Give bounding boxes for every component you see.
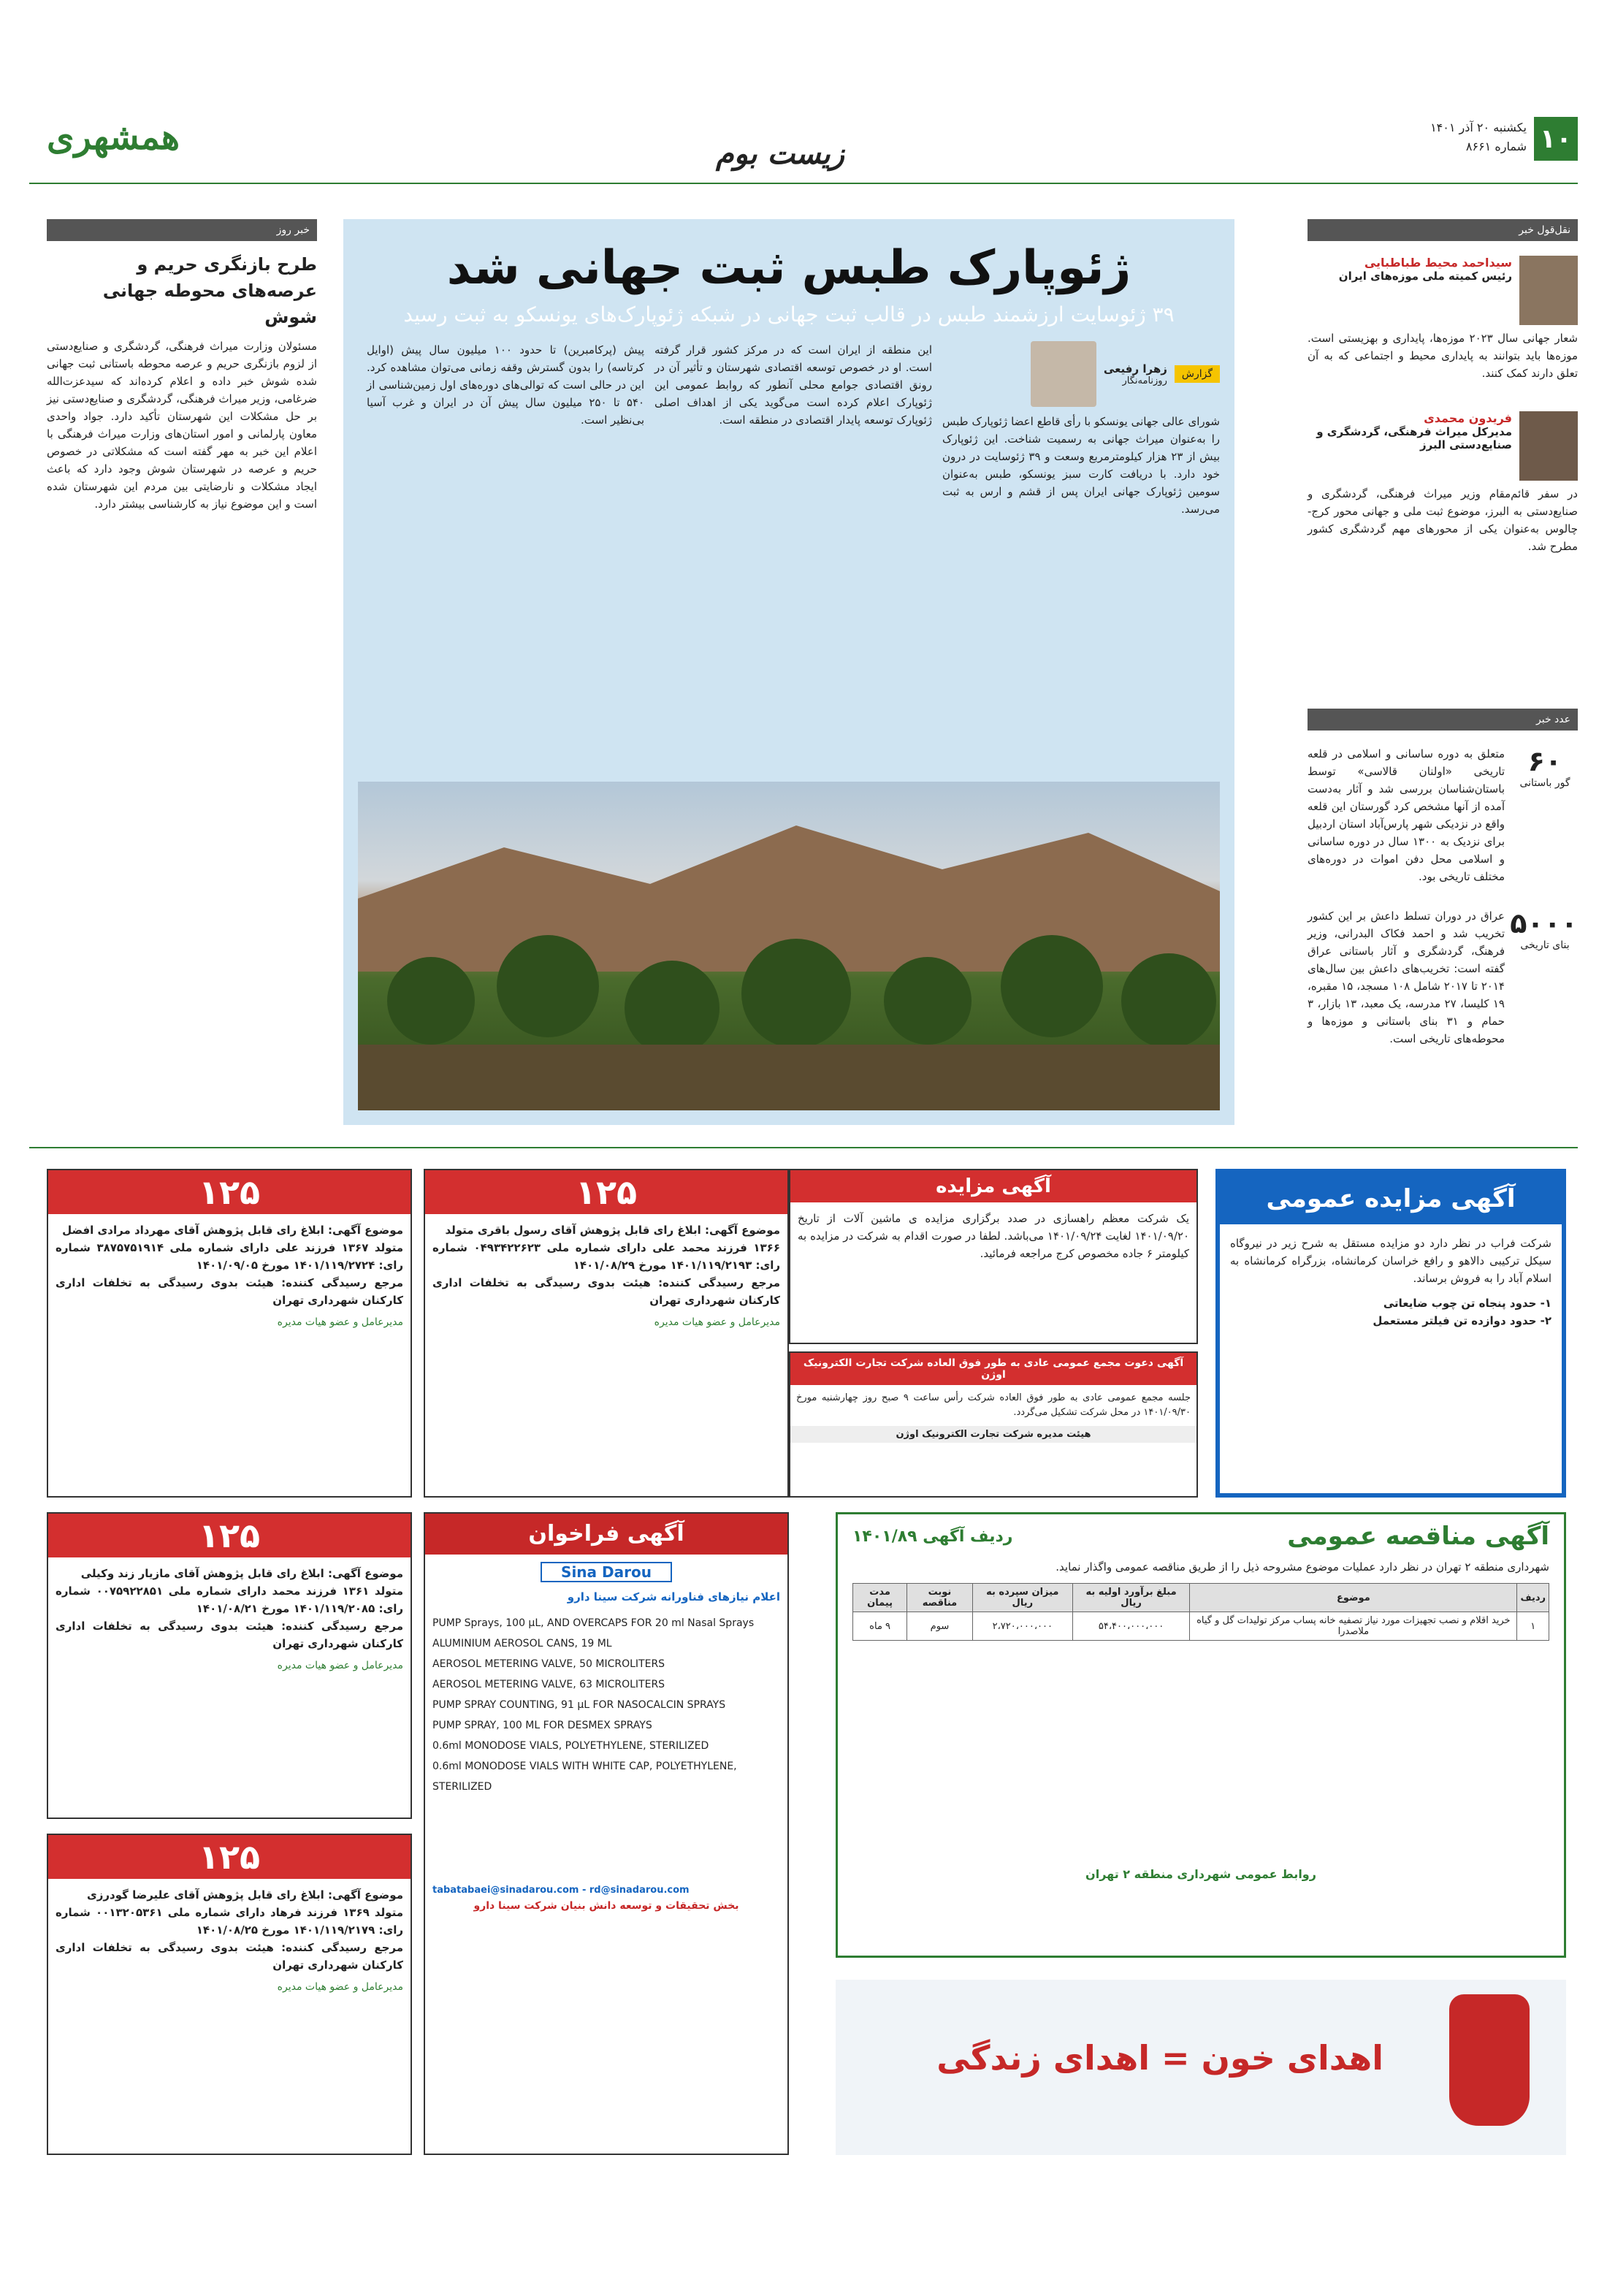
- call-footer: بخش تحقیقات و توسعه دانش بنیان شرکت سینا دارو: [473, 1900, 739, 1912]
- notice-1-ref: مرجع رسیدگی کننده: هیئت بدوی رسیدگی به تخلفات اداری کارکنان شهرداری تهران: [56, 1276, 403, 1307]
- number-1-label: گور باستانی: [1519, 777, 1570, 789]
- number-1: ۶۰: [1527, 745, 1562, 777]
- notice-3-detail: متولد ۱۳۶۱ فرزند محمد دارای شماره ملی ۰۰۷۵۹۲۲۸۵۱ شماره رای: ۱۴۰۱/۱۱۹/۲۰۸۵ مورخ ۱۴۰۱/۰۸/۲۱: [56, 1584, 403, 1615]
- news-title: طرح بازنگری حریم و عرصه‌های محوطه جهانی شوش: [102, 254, 317, 327]
- call-item: 0.6ml MONODOSE VIALS, POLYETHYLENE, STERILIZED: [432, 1740, 709, 1752]
- blood-bag-icon: [1449, 1994, 1530, 2126]
- tender-header-row: [853, 1584, 1549, 1612]
- newspaper-logo: همشهری: [47, 117, 180, 158]
- headline-body-3: پیش (پرکامبرین) تا حدود ۱۰۰ میلیون سال پیش (اوایل کرتاسه) را بدون گسترش وقفه زمانی می‌توان مشاهده کرد. این در حالی است که توالی‌های دوره‌های اول زمین‌شناسی از ۵۴۰ تا ۲۵۰ میلیون سال پیش آن در ایران و غرب آسیا بی‌نظیر است.: [367, 343, 644, 427]
- call-item: ALUMINIUM AEROSOL CANS, 19 ML: [432, 1638, 612, 1649]
- notice-2-detail: ۱۳۶۶ فرزند محمد علی دارای شماره ملی ۰۴۹۳۴۲۲۶۲۳ شماره رای: ۱۴۰۱/۱۱۹/۲۱۹۳ مورخ ۱۴۰۱/۰۸/۲۹: [432, 1241, 780, 1272]
- tender-col: ردیف: [1517, 1584, 1549, 1612]
- notice-1-number: ۱۲۵: [48, 1170, 411, 1214]
- section-title: زیست بوم: [716, 137, 844, 171]
- issue-date: [1430, 118, 1527, 156]
- person-photo-1: [1519, 256, 1578, 325]
- call-item: PUMP Sprays, 100 µL, AND OVERCAPS FOR 20 ml Nasal Sprays: [432, 1617, 755, 1629]
- notice-3-subject: موضوع آگهی: ابلاغ رای قابل پژوهش آقای مازیار زند وکیلی: [80, 1567, 403, 1580]
- notice-4-ref: مرجع رسیدگی کننده: هیئت بدوی رسیدگی به تخلفات اداری کارکنان شهرداری تهران: [56, 1941, 403, 1972]
- numbers-tag: عدد خبر: [1308, 709, 1578, 731]
- notice-ad-4: [47, 1834, 412, 2155]
- assembly-ad: [789, 1351, 1198, 1498]
- tender-ref: ردیف آگهی ۱۴۰۱/۸۹: [852, 1527, 1013, 1546]
- assembly-title: آگهی دعوت مجمع عمومی عادی به طور فوق العاده شرکت تجارت الکترونیک اوژن: [790, 1353, 1196, 1385]
- tender-ad: [836, 1512, 1566, 1958]
- tender-table: [852, 1583, 1549, 1641]
- public-auction-item-1: ۱- حدود پنجاه تن چوب ضایعاتی: [1383, 1297, 1551, 1310]
- numbers-column: [1308, 709, 1578, 1048]
- notice-2-ref: مرجع رسیدگی کننده: هیئت بدوی رسیدگی به تخلفات اداری کارکنان شهرداری تهران: [432, 1276, 780, 1307]
- person-role-1: رئیس کمیته ملی موزه‌های ایران: [1338, 270, 1512, 283]
- person-role-2: مدیرکل میراث فرهنگی، گردشگری و صنایع‌دستی البرز: [1316, 425, 1512, 451]
- news-column: [47, 219, 317, 513]
- tender-row: [853, 1612, 1549, 1641]
- reporter-label: گزارش: [1175, 365, 1220, 383]
- number-2-text: عراق در دوران تسلط داعش بر این کشور تخریب شد و احمد فکاک البدرانی، وزیر فرهنگ، گردشگری و آثار باستانی عراق گفته است: تخریب‌های داعش بین سال‌های ۲۰۱۴ تا ۲۰۱۷ شامل ۱۰۸ مسجد، ۱۵ مقبره، ۱۹ کلیسا، ۲۷ مدرسه، یک معبد، ۱۳ بازار، ۳ حمام و ۳۱ بنای باستانی و موزه‌ها و محوطه‌های تاریخی است.: [1308, 909, 1505, 1045]
- quotes-column: [1308, 219, 1578, 555]
- person-name-2: فریدون محمدی: [1424, 411, 1512, 425]
- tender-cell: خرید اقلام و نصب تجهیزات مورد نیاز تصفیه خانه پساب مرکز تولیدات گل و گیاه ملاصدرا: [1190, 1612, 1517, 1641]
- tender-cell: ۱: [1517, 1612, 1549, 1641]
- notice-3-ref: مرجع رسیدگی کننده: هیئت بدوی رسیدگی به تخلفات اداری کارکنان شهرداری تهران: [56, 1620, 403, 1650]
- auction-text: یک شرکت معظم راهسازی در صدد برگزاری مزایده ی ماشین آلات از تاریخ ۱۴۰۱/۰۹/۲۰ لغایت ۱۴۰۱/۰۹/۲۴ می‌باشد. لطفا در صورت اقدام به شرکت در مزایده به کیلومتر ۶ جاده مخصوص کرج مراجعه فرمائید.: [798, 1212, 1189, 1260]
- call-title: آگهی فراخوان: [425, 1514, 787, 1555]
- quote-text-1: شعار جهانی سال ۲۰۲۳ موزه‌ها، پایداری و بهزیستی است. موزه‌ها باید بتوانند به پایداری محیط و اجتماعی که به آن تعلق دارند کمک کنند.: [1308, 332, 1578, 380]
- notice-4-number: ۱۲۵: [48, 1835, 411, 1879]
- ads-rule: [29, 1147, 1578, 1148]
- tender-col: میزان سپرده به ریال: [972, 1584, 1072, 1612]
- public-auction-text: شرکت فراب در نظر دارد دو مزایده مستقل به شرح زیر در نیروگاه سیکل ترکیبی دالاهو و رافع خراسان کرمانشاه، بزرگراه کرمانشاه به اسلام آباد را به فروش برساند.: [1230, 1237, 1551, 1285]
- notice-ad-2: [424, 1169, 789, 1498]
- tender-col: موضوع: [1190, 1584, 1517, 1612]
- tender-text: شهرداری منطقه ۲ تهران در نظر دارد عملیات موضوع مشروحه ذیل را از طریق مناقصه عمومی واگذار نماید.: [1056, 1560, 1549, 1574]
- tender-col: مبلغ برآورد اولیه به ریال: [1072, 1584, 1189, 1612]
- notice-3-number: ۱۲۵: [48, 1514, 411, 1557]
- call-item: AEROSOL METERING VALVE, 50 MICROLITERS: [432, 1658, 665, 1670]
- news-body: مسئولان وزارت میراث فرهنگی، گردشگری و صنایع‌دستی از لزوم بازنگری حریم و عرصه محوطه باستانی ثبت جهانی شده شوش خبر داده و اعلام کرده‌اند که سیدعزت‌الله ضرغامی، وزیر میراث فرهنگی، گردشگری و صنایع‌دستی نیز بر حل مشکلات این شهرستان تأکید دارد. جواد واحدی معاون پارلمانی و امور استان‌های وزارت میراث فرهنگی با اعلام این خبر به مهر گفته است که مشکلاتی در خصوص حریم و عرصه در شهرستان شوش وجود دارد که باعث ایجاد مشکلات و نارضایتی بین مردم این شهرستان شده است و این موضوع نیاز به کارشناسی بیشتر دارد.: [47, 340, 317, 511]
- header-rule: [29, 183, 1578, 184]
- notice-2-subject: موضوع آگهی: ابلاغ رای قابل پژوهش آقای رسول باقری متولد: [445, 1224, 780, 1237]
- reporter-name: زهرا رفیعی: [1103, 362, 1167, 375]
- news-tag: خبر روز: [47, 219, 317, 241]
- call-item: AEROSOL METERING VALVE, 63 MICROLITERS: [432, 1679, 665, 1690]
- blood-donation-ad: [836, 1980, 1566, 2155]
- issue-number: شماره ۸۶۶۱: [1465, 140, 1527, 153]
- assembly-sign: هیئت مدیره شرکت تجارت الکترونیک اوژن: [790, 1426, 1196, 1443]
- number-2: ۵۰۰۰: [1510, 907, 1578, 939]
- notice-2-sign: مدیرعامل و عضو هیات مدیره: [654, 1316, 780, 1328]
- notice-1-sign: مدیرعامل و عضو هیات مدیره: [277, 1316, 403, 1328]
- sina-darou-logo: Sina Darou: [541, 1562, 672, 1582]
- public-auction-ad: [1215, 1169, 1566, 1498]
- headline-subtitle: ۳۹ ژئوسایت ارزشمند طبس در قالب ثبت جهانی در شبکه ژئوپارک‌های یونسکو به ثبت رسید: [403, 302, 1175, 327]
- person-photo-2: [1519, 411, 1578, 481]
- tender-cell: سوم: [907, 1612, 973, 1641]
- headline-block: [343, 219, 1234, 1125]
- notice-4-subject: موضوع آگهی: ابلاغ رای قابل پژوهش آقای علیرضا گودرزی: [87, 1888, 403, 1902]
- quote-text-2: در سفر قائم‌مقام وزیر میراث فرهنگی، گردشگری و صنایع‌دستی به البرز، موضوع ثبت ملی و جهانی محور کرج-چالوس به‌عنوان یکی از محورهای مهم گردشگری کشور مطرح شد.: [1308, 487, 1578, 553]
- reporter-role: روزنامه‌نگار: [1122, 375, 1167, 386]
- tender-col: نوبت مناقصه: [907, 1584, 973, 1612]
- number-1-text: متعلق به دوره ساسانی و اسلامی در قلعه تاریخی «اولنان قالاسی» توسط باستان‌شناسان بررسی شد و آثار به‌دست آمده از آنها مشخص کرد گورستان این قلعه واقع در نزدیکی شهر پارس‌آباد استان اردبیل برای نزدیک به ۱۳۰۰ سال در دوره ساسانی و اسلامی محل دفن اموات در دوره‌های مختلف تاریخی بود.: [1308, 747, 1505, 883]
- public-auction-title: آگهی مزایده عمومی: [1220, 1173, 1562, 1224]
- tender-cell: ۹ ماه: [853, 1612, 907, 1641]
- date: یکشنبه ۲۰ آذر ۱۴۰۱: [1430, 121, 1527, 134]
- call-contact[interactable]: tabatabaei@sinadarou.com - rd@sinadarou.com: [432, 1885, 690, 1896]
- notice-1-detail: متولد ۱۳۶۷ فرزند علی دارای شماره ملی ۳۸۷۵۷۵۱۹۱۴ شماره رای: ۱۴۰۱/۱۱۹/۲۷۲۴ مورخ ۱۴۰۱/۰۹/۰۵: [56, 1241, 404, 1272]
- notice-1-subject: موضوع آگهی: ابلاغ رای قابل پژوهش آقای مهرداد مرادی افضل: [62, 1224, 403, 1237]
- tender-col: مدت پیمان: [853, 1584, 907, 1612]
- tender-title: آگهی مناقصه عمومی: [1287, 1522, 1549, 1551]
- palm-grove-photo: [358, 782, 1220, 1110]
- tender-cell: ۵۴،۴۰۰،۰۰۰،۰۰۰: [1072, 1612, 1189, 1641]
- call-item: 0.6ml MONODOSE VIALS WITH WHITE CAP, POLYETHYLENE, STERILIZED: [432, 1761, 737, 1793]
- notice-3-sign: مدیرعامل و عضو هیات مدیره: [277, 1660, 403, 1671]
- notice-4-detail: متولد ۱۳۶۹ فرزند فرهاد دارای شماره ملی ۰۰۱۳۲۰۵۳۶۱ شماره رای: ۱۴۰۱/۱۱۹/۲۱۷۹ مورخ ۱۴۰۱/۰۸/۲۵: [56, 1906, 403, 1937]
- auction-title: آگهی مزایده: [790, 1170, 1196, 1202]
- call-subtitle: اعلام نیازهای فناورانه شرکت سینا دارو: [567, 1590, 780, 1603]
- blood-donation-text: اهدای خون = اهدای زندگی: [936, 2038, 1383, 2078]
- page-number: ۱۰: [1534, 117, 1578, 161]
- call-item: PUMP SPRAY COUNTING, 91 µL FOR NASOCALCIN SPRAYS: [432, 1699, 726, 1711]
- assembly-text: جلسه مجمع عمومی عادی به طور فوق العاده شرکت رأس ساعت ۹ صبح روز چهارشنبه مورخ ۱۴۰۱/۰۹/۳۰ در محل شرکت تشکیل می‌گردد.: [796, 1392, 1191, 1418]
- headline-body-1: شورای عالی جهانی یونسکو با رأی قاطع اعضا ژئوپارک طبس را به‌عنوان میراث جهانی به رسمیت شناخت. این ژئوپارک بیش از ۲۳ هزار کیلومترمربع وسعت و ۳۹ ژئوسایت در درون خود دارد. با دریافت کارت سبز یونسکو، طبس به‌عنوان سومین ژئوپارک جهانی ایران پس از قشم و ارس به ثبت می‌رسد.: [942, 415, 1221, 516]
- notice-ad-3: [47, 1512, 412, 1819]
- public-auction-item-2: ۲- حدود دوازده تن فیلتر مستعمل: [1373, 1314, 1551, 1327]
- person-name-1: سیداحمد محیط طباطبایی: [1364, 256, 1512, 270]
- quotes-tag: نقل‌قول خبر: [1308, 219, 1578, 241]
- headline-title: ژئوپارک طبس ثبت جهانی شد: [446, 241, 1131, 295]
- call-ad: [424, 1512, 789, 2155]
- headline-body-2: این منطقه از ایران است که در مرکز کشور قرار گرفته است. او در خصوص توسعه اقتصادی شهرستان و تأثیر آن در رونق اقتصادی جوامع محلی آنطور که روابط عمومی این ژئوپارک اعلام کرده است می‌گوید یکی از اهداف اصلی ژئوپارک توسعه پایدار اقتصادی در منطقه است.: [654, 343, 932, 427]
- notice-4-sign: مدیرعامل و عضو هیات مدیره: [277, 1981, 403, 1993]
- tender-footer: روابط عمومی شهرداری منطقه ۲ تهران: [1085, 1867, 1316, 1881]
- number-2-label: بنای تاریخی: [1520, 939, 1570, 951]
- reporter-photo: [1031, 341, 1096, 407]
- auction-ad: [789, 1169, 1198, 1344]
- tender-cell: ۲،۷۲۰،۰۰۰،۰۰۰: [972, 1612, 1072, 1641]
- notice-2-number: ۱۲۵: [425, 1170, 787, 1214]
- notice-ad-1: [47, 1169, 412, 1498]
- call-item: PUMP SPRAY, 100 ML FOR DESMEX SPRAYS: [432, 1720, 652, 1731]
